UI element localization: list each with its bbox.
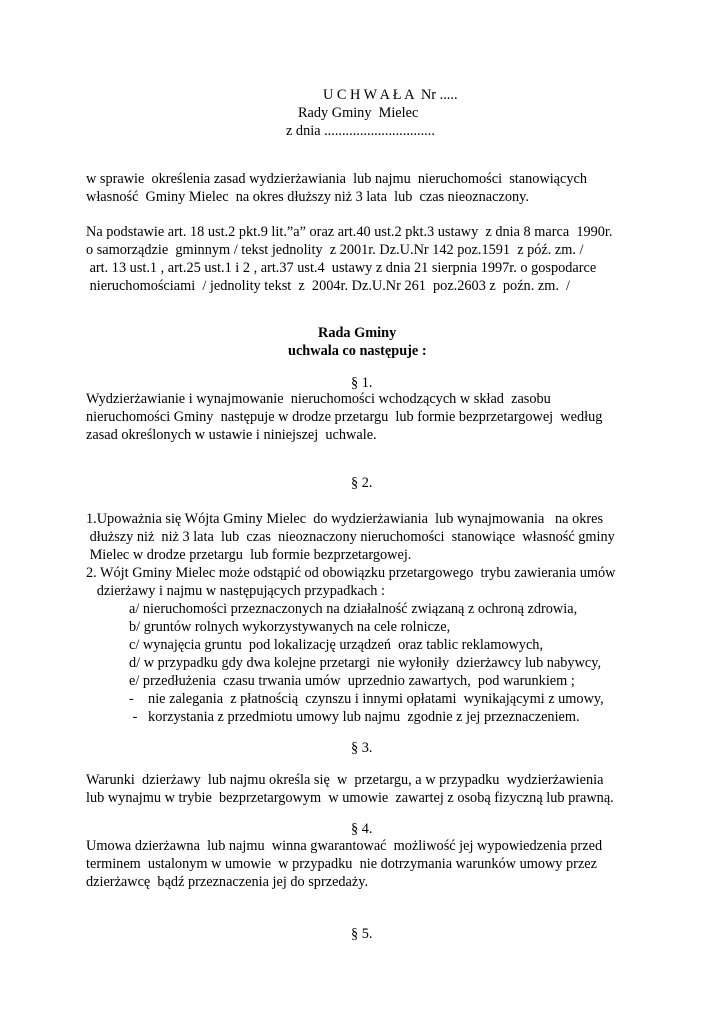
paragraph-5-heading: § 5. — [351, 926, 373, 942]
paragraph-2-line: dzierżawy i najmu w następujących przypadkach : — [86, 583, 385, 599]
list-item: a/ nieruchomości przeznaczonych na działalność związaną z ochroną zdrowia, — [129, 601, 578, 617]
paragraph-4-heading: § 4. — [351, 821, 373, 837]
legal-basis-line: nieruchomościami / jednolity tekst z 2004r. Dz.U.Nr 261 poz.2603 z poźn. zm. / — [86, 278, 571, 294]
paragraph-1-line: Wydzierżawianie i wynajmowanie nieruchomości wchodzących w skład zasobu — [86, 391, 551, 407]
paragraph-1-line: zasad określonych w ustawie i niniejszej uchwale. — [86, 427, 377, 443]
list-item: - korzystania z przedmiotu umowy lub najmu zgodnie z jej przeznaczeniem. — [129, 709, 580, 725]
list-item: - nie zalegania z płatnością czynszu i innymi opłatami wynikającymi z umowy, — [129, 691, 604, 707]
council-name: Rady Gminy Mielec — [298, 105, 419, 121]
subject-line: w sprawie określenia zasad wydzierżawiania lub najmu nieruchomości stanowiących — [86, 171, 588, 187]
legal-basis-line: o samorządzie gminnym / tekst jednolity z 2001r. Dz.U.Nr 142 poz.1591 z póź. zm. / — [86, 242, 584, 258]
resolution-date: z dnia ............................... — [286, 123, 435, 139]
paragraph-4-line: Umowa dzierżawna lub najmu winna gwarantować możliwość jej wypowiedzenia przed — [86, 838, 603, 854]
paragraph-2-line: Mielec w drodze przetargu lub formie bezprzetargowej. — [86, 547, 412, 563]
paragraph-3-heading: § 3. — [351, 740, 373, 756]
paragraph-2-line: 2. Wójt Gminy Mielec może odstąpić od obowiązku przetargowego trybu zawierania umów — [86, 565, 616, 581]
paragraph-2-line: 1.Upoważnia się Wójta Gminy Mielec do wydzierżawiania lub wynajmowania na okres — [86, 511, 604, 527]
paragraph-2-heading: § 2. — [351, 475, 373, 491]
paragraph-4-line: terminem ustalonym w umowie w przypadku nie dotrzymania warunków umowy przez — [86, 856, 597, 872]
resolves-heading: uchwala co następuje : — [288, 343, 427, 359]
subject-line: własność Gminy Mielec na okres dłuższy niż 3 lata lub czas nieoznaczony. — [86, 189, 529, 205]
paragraph-1-line: nieruchomości Gminy następuje w drodze przetargu lub formie bezprzetargowej według — [86, 409, 603, 425]
resolution-title: U C H W A Ł A Nr ..... — [323, 87, 458, 103]
council-heading: Rada Gminy — [318, 325, 397, 341]
paragraph-1-heading: § 1. — [351, 375, 373, 391]
list-item: d/ w przypadku gdy dwa kolejne przetargi nie wyłoniły dzierżawcy lub nabywcy, — [129, 655, 602, 671]
list-item: e/ przedłużenia czasu trwania umów uprzednio zawartych, pod warunkiem ; — [129, 673, 575, 689]
paragraph-3-line: lub wynajmu w trybie bezprzetargowym w umowie zawartej z osobą fizyczną lub prawną. — [86, 790, 614, 806]
paragraph-2-line: dłuższy niż niż 3 lata lub czas nieoznaczony nieruchomości stanowiące własność gminy — [86, 529, 615, 545]
list-item: b/ gruntów rolnych wykorzystywanych na cele rolnicze, — [129, 619, 451, 635]
legal-basis-line: art. 13 ust.1 , art.25 ust.1 i 2 , art.37 ust.4 ustawy z dnia 21 sierpnia 1997r. o gospodarce — [86, 260, 597, 276]
legal-basis-line: Na podstawie art. 18 ust.2 pkt.9 lit.”a” oraz art.40 ust.2 pkt.3 ustawy z dnia 8 marca 1990r. — [86, 224, 613, 240]
paragraph-4-line: dzierżawcę bądź przeznaczenia jej do sprzedaży. — [86, 874, 369, 890]
paragraph-3-line: Warunki dzierżawy lub najmu określa się w przetargu, a w przypadku wydzierżawienia — [86, 772, 604, 788]
list-item: c/ wynajęcia gruntu pod lokalizację urządzeń oraz tablic reklamowych, — [129, 637, 544, 653]
